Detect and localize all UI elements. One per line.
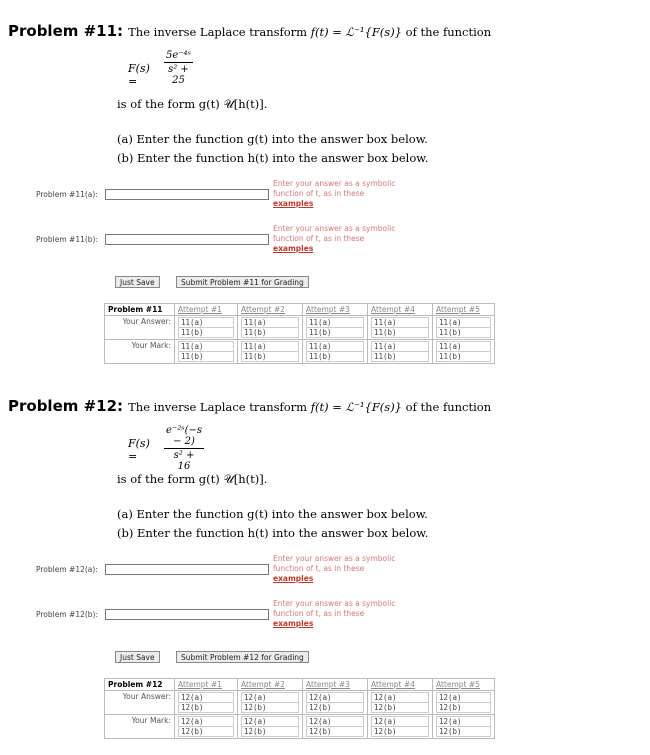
mark-cell: 11(a) [436,341,491,352]
mark-cell: 12(a) [306,716,364,727]
formula-lhs: F(s) = [128,62,150,88]
answer-cell: 11(b) [436,328,491,338]
hint-text: Enter your answer as a symbolic function of t, as in these [273,554,396,573]
your-mark-row [105,340,495,364]
formula-denominator: s² + 25 [168,64,189,86]
answer-cell: 12(b) [178,703,234,713]
attempt-3-link[interactable]: Attempt #3 [306,305,350,314]
mark-cell: 12(b) [178,727,234,737]
form-text: is of the form g(t) 𝒰[h(t)]. [117,97,268,111]
hint-text: Enter your answer as a symbolic function of t, as in these [273,179,396,198]
submit-button[interactable]: Submit Problem #11 for Grading [176,276,309,288]
examples-link[interactable]: examples [273,244,314,253]
answer-cell: 11(a) [436,317,491,328]
part-b-text: (b) Enter the function h(t) into the answer box below. [117,526,429,540]
mark-cell: 12(a) [241,716,299,727]
answer-a-input[interactable] [105,564,269,575]
formula-denominator: s² + 16 [173,450,195,472]
attempt-5-link[interactable]: Attempt #5 [436,680,480,689]
answer-cell: 11(a) [306,317,364,328]
attempt-3-link[interactable]: Attempt #3 [306,680,350,689]
attempt-4-link[interactable]: Attempt #4 [371,305,415,314]
answer-b-hint [273,224,423,254]
part-a-text: (a) Enter the function g(t) into the answer box below. [117,132,428,146]
your-answer-row [105,316,495,340]
attempts-table [104,678,495,739]
attempt-4-link[interactable]: Attempt #4 [371,680,415,689]
answer-a-label: Problem #11(a): [36,190,98,199]
answer-b-hint [273,599,423,629]
fraction-bar [164,62,193,63]
statement-post: of the function [402,400,492,414]
formula-numerator: 5e⁻⁴ˢ [166,50,191,61]
answer-cell: 12(b) [371,703,429,713]
hint-text: Enter your answer as a symbolic function of t, as in these [273,224,396,243]
answer-cell: 11(a) [371,317,429,328]
attempts-header-row [105,679,495,691]
examples-link[interactable]: examples [273,619,314,628]
answer-cell: 11(a) [241,317,299,328]
answer-a-input[interactable] [105,189,269,200]
mark-cell: 11(b) [436,352,491,362]
mark-cell: 12(b) [306,727,364,737]
problem-title: Problem #11: [8,22,124,40]
statement-pre: The inverse Laplace transform [128,400,311,414]
mark-cell: 11(a) [178,341,234,352]
attempt-2-link[interactable]: Attempt #2 [241,305,285,314]
answer-cell: 12(b) [436,703,491,713]
submit-button[interactable]: Submit Problem #12 for Grading [176,651,309,663]
mark-cell: 12(b) [241,727,299,737]
answer-cell: 11(b) [178,328,234,338]
attempts-header-row [105,304,495,316]
mark-cell: 12(b) [436,727,491,737]
mark-cell: 12(a) [436,716,491,727]
problem-title: Problem #12: [8,397,124,415]
answer-a-hint [273,179,423,209]
your-mark-label: Your Mark: [105,340,175,364]
problem-header [8,396,491,415]
examples-link[interactable]: examples [273,574,314,583]
fraction-bar [164,448,204,449]
hint-text: Enter your answer as a symbolic function of t, as in these [273,599,396,618]
mark-cell: 11(a) [371,341,429,352]
mark-cell: 11(b) [306,352,364,362]
mark-cell: 11(b) [371,352,429,362]
answer-b-input[interactable] [105,234,269,245]
answer-cell: 12(b) [306,703,364,713]
formula-lhs: F(s) = [128,437,150,463]
your-mark-label: Your Mark: [105,715,175,739]
your-answer-label: Your Answer: [105,316,175,340]
mark-cell: 11(b) [178,352,234,362]
answer-a-label: Problem #12(a): [36,565,98,574]
statement-ft: f(t) = ℒ⁻¹{F(s)} [310,400,402,414]
answer-cell: 12(b) [241,703,299,713]
answer-cell: 11(b) [371,328,429,338]
problem-header [8,21,491,40]
answer-b-input[interactable] [105,609,269,620]
just-save-button[interactable]: Just Save [115,651,160,663]
mark-cell: 12(a) [371,716,429,727]
answer-a-hint [273,554,423,584]
part-b-text: (b) Enter the function h(t) into the answer box below. [117,151,429,165]
answer-cell: 11(b) [241,328,299,338]
attempt-2-link[interactable]: Attempt #2 [241,680,285,689]
statement-ft: f(t) = ℒ⁻¹{F(s)} [310,25,402,39]
formula-numerator: e⁻²ˢ(−s − 2) [166,425,202,447]
your-mark-row [105,715,495,739]
table-problem-header: Problem #11 [105,304,175,316]
answer-cell: 12(a) [306,692,364,703]
attempt-5-link[interactable]: Attempt #5 [436,305,480,314]
form-text: is of the form g(t) 𝒰[h(t)]. [117,472,268,486]
mark-cell: 12(a) [178,716,234,727]
answer-b-label: Problem #11(b): [36,235,99,244]
mark-cell: 12(b) [371,727,429,737]
attempt-1-link[interactable]: Attempt #1 [178,305,222,314]
answer-cell: 12(a) [371,692,429,703]
statement-post: of the function [402,25,492,39]
statement-pre: The inverse Laplace transform [128,25,311,39]
table-problem-header: Problem #12 [105,679,175,691]
attempts-table [104,303,495,364]
answer-cell: 11(a) [178,317,234,328]
answer-cell: 11(b) [306,328,364,338]
your-answer-row [105,691,495,715]
answer-cell: 12(a) [178,692,234,703]
formula-fraction [164,425,204,472]
mark-cell: 11(a) [241,341,299,352]
mark-cell: 11(a) [306,341,364,352]
answer-cell: 12(a) [241,692,299,703]
attempt-1-link[interactable]: Attempt #1 [178,680,222,689]
answer-cell: 12(a) [436,692,491,703]
just-save-button[interactable]: Just Save [115,276,160,288]
part-a-text: (a) Enter the function g(t) into the answer box below. [117,507,428,521]
mark-cell: 11(b) [241,352,299,362]
formula-fraction [164,50,193,86]
examples-link[interactable]: examples [273,199,314,208]
your-answer-label: Your Answer: [105,691,175,715]
answer-b-label: Problem #12(b): [36,610,99,619]
